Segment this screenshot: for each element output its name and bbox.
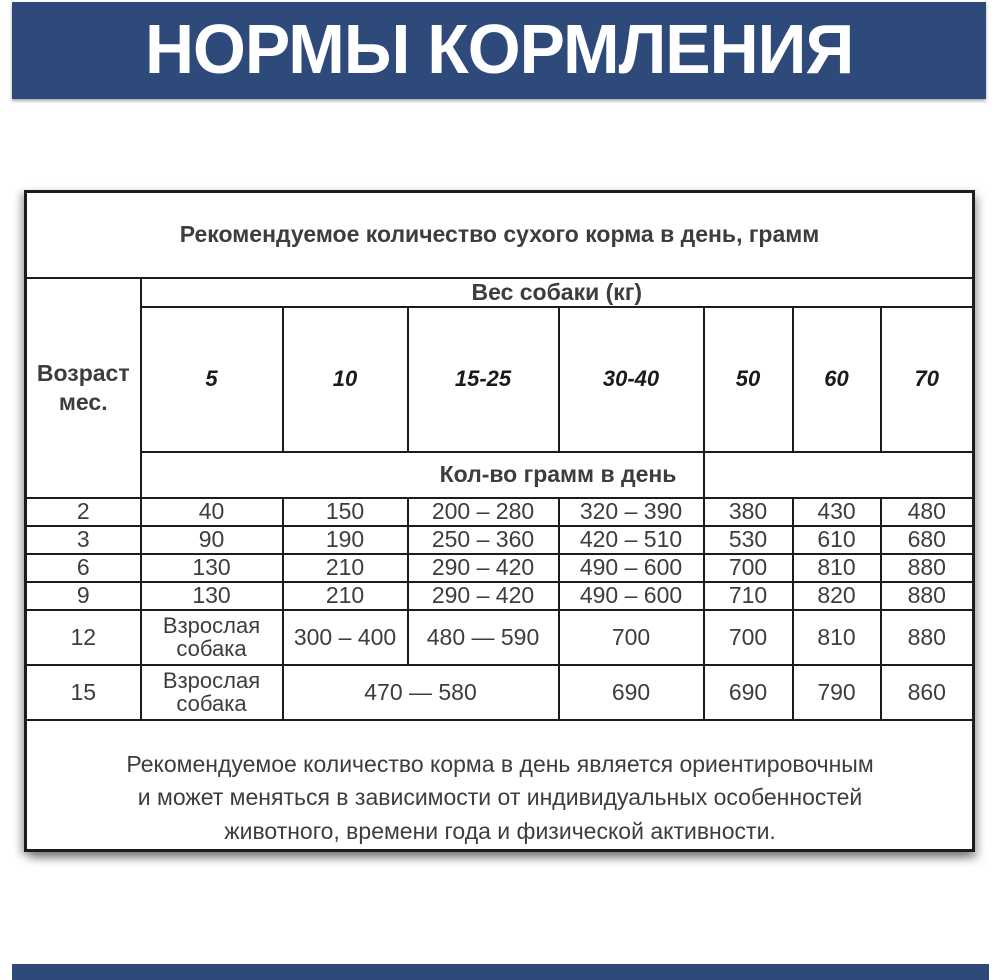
note-text xyxy=(26,720,974,851)
note-row xyxy=(26,720,974,851)
value-cell: 530 xyxy=(704,526,793,554)
value-cell: 810 xyxy=(793,610,881,665)
table-row xyxy=(26,582,974,610)
note-line-1: Рекомендуемое количество корма в день является ориентировочным xyxy=(126,750,874,777)
value-cell: 320 – 390 xyxy=(559,498,704,526)
weight-values-row xyxy=(26,307,974,452)
value-cell: 300 – 400 xyxy=(283,610,408,665)
value-cell: 130 xyxy=(141,554,283,582)
age-cell: 9 xyxy=(26,582,141,610)
age-cell: 12 xyxy=(26,610,141,665)
weight-col-70: 70 xyxy=(881,307,974,452)
table-row xyxy=(26,665,974,720)
page-title: НОРМЫ КОРМЛЕНИЯ xyxy=(144,9,854,88)
value-cell: 700 xyxy=(704,554,793,582)
value-cell: 40 xyxy=(141,498,283,526)
value-cell: 690 xyxy=(704,665,793,720)
value-cell: 420 – 510 xyxy=(559,526,704,554)
age-cell: 3 xyxy=(26,526,141,554)
age-cell: 6 xyxy=(26,554,141,582)
value-cell: 250 – 360 xyxy=(408,526,559,554)
amount-header-cell xyxy=(141,452,704,498)
weight-header-row xyxy=(26,278,974,307)
value-cell: 680 xyxy=(881,526,974,554)
value-cell: 690 xyxy=(559,665,704,720)
value-cell: 480 xyxy=(881,498,974,526)
adult-dog-cell: Взрослая собака xyxy=(141,610,283,665)
table-row xyxy=(26,526,974,554)
title-banner xyxy=(12,2,986,99)
table-row xyxy=(26,498,974,526)
feeding-table-container xyxy=(24,190,972,852)
weight-header: Вес собаки (кг) xyxy=(141,278,974,307)
value-cell: 290 – 420 xyxy=(408,554,559,582)
weight-col-5: 5 xyxy=(141,307,283,452)
value-cell: 480 — 590 xyxy=(408,610,559,665)
value-cell: 430 xyxy=(793,498,881,526)
value-cell: 130 xyxy=(141,582,283,610)
value-cell: 860 xyxy=(881,665,974,720)
value-cell: 790 xyxy=(793,665,881,720)
value-cell: 210 xyxy=(283,554,408,582)
value-cell: 200 – 280 xyxy=(408,498,559,526)
value-cell: 150 xyxy=(283,498,408,526)
table-title-row xyxy=(26,192,974,278)
value-cell: 710 xyxy=(704,582,793,610)
value-cell: 90 xyxy=(141,526,283,554)
note-line-3: животного, времени года и физической активности. xyxy=(224,818,776,845)
value-cell: 820 xyxy=(793,582,881,610)
weight-col-10: 10 xyxy=(283,307,408,452)
weight-col-60: 60 xyxy=(793,307,881,452)
value-cell: 470 — 580 xyxy=(283,665,559,720)
value-cell: 490 – 600 xyxy=(559,582,704,610)
value-cell: 380 xyxy=(704,498,793,526)
bottom-bar xyxy=(12,964,989,980)
value-cell: 880 xyxy=(881,610,974,665)
value-cell: 880 xyxy=(881,554,974,582)
value-cell: 880 xyxy=(881,582,974,610)
feeding-norms-table xyxy=(24,190,975,852)
value-cell: 700 xyxy=(559,610,704,665)
weight-col-15-25: 15-25 xyxy=(408,307,559,452)
value-cell: 290 – 420 xyxy=(408,582,559,610)
value-cell: 190 xyxy=(283,526,408,554)
table-row xyxy=(26,554,974,582)
value-cell: 610 xyxy=(793,526,881,554)
amount-header: Кол-во грамм в день xyxy=(439,461,677,487)
table-title: Рекомендуемое количество сухого корма в день, грамм xyxy=(26,192,974,278)
amount-header-row xyxy=(26,452,974,498)
age-cell: 2 xyxy=(26,498,141,526)
value-cell: 700 xyxy=(704,610,793,665)
value-cell: 810 xyxy=(793,554,881,582)
adult-dog-cell: Взрослая собака xyxy=(141,665,283,720)
table-row xyxy=(26,610,974,665)
note-line-2: и может меняться в зависимости от индивидуальных особенностей xyxy=(137,784,863,811)
age-column-header: Возраст мес. xyxy=(26,278,141,498)
weight-col-30-40: 30-40 xyxy=(559,307,704,452)
age-cell: 15 xyxy=(26,665,141,720)
value-cell: 490 – 600 xyxy=(559,554,704,582)
weight-col-50: 50 xyxy=(704,307,793,452)
amount-header-empty-cell xyxy=(704,452,974,498)
value-cell: 210 xyxy=(283,582,408,610)
